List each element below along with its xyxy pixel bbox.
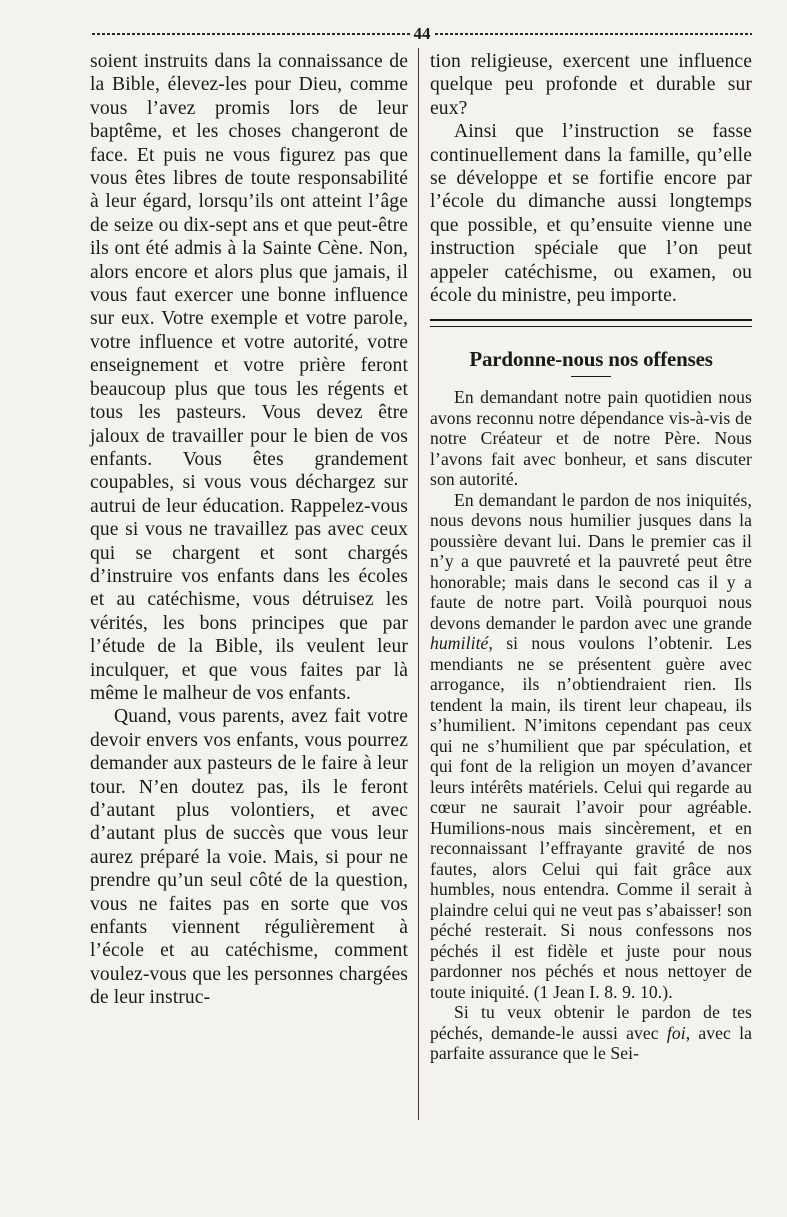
- title-underline: [571, 376, 611, 377]
- section-title: Pardonne-nous nos offenses: [469, 347, 713, 372]
- column-divider: [418, 48, 419, 1120]
- header-rule-left: [92, 31, 410, 37]
- section-paragraph-2-emphasis: humilité: [430, 633, 489, 654]
- left-paragraph-1: soient instruits dans la connaissance de la Bible, élevez-les pour Dieu, comme vous l’avez promis lors de leur baptême, et les choses changeront de face. Et puis ne vous figurez pas que vous êtes libres de toute responsabilité à leur égard, lorsqu’ils ont atteint l’âge de seize ou dix-sept ans et que peut-être ils ont été admis à la Sainte Cène. Non, alors encore et alors plus que jamais, il vous faut exercer une bonne influence sur eux. Votre exemple et votre parole, votre influence et votre autorité, votre enseignement et votre prière feront beaucoup plus que tous les régents et tous les pasteurs. Vous devez être jaloux de travailler pour le bien de vos enfants. Vous êtes grandement coupables, si vous vous déchargez sur autrui de leur éducation. Rappelez-vous que si vous ne travaillez pas avec ceux qui se chargent et sont chargés d’instruire vos enfants dans les écoles et au catéchisme, vous détruisez les vérités, les bons principes que par l’étude de la Bible, ils veulent leur inculquer, et que vous faites par là même le malheur de vos enfants.: [90, 51, 408, 704]
- page-number: 44: [413, 24, 431, 43]
- section-separator: [430, 319, 752, 327]
- header-rule-right: [435, 31, 753, 37]
- right-paragraph-1: tion religieuse, exercent une influence quelque peu profonde et durable sur eux?: [430, 51, 752, 119]
- section-paragraph-2-part-a: En demandant le pardon de nos iniquités, nous devons nous humilier jusques dans la poussière devant lui. Dans le premier cas il n’y a que pauvreté et la pauvreté peut être honorable; mais dans le second cas il y a faute de notre part. Voilà pourquoi nous devons demander le pardon avec une grande: [430, 489, 752, 633]
- right-column: [430, 50, 752, 1064]
- section-paragraph-1: En demandant notre pain quotidien nous avons reconnu notre dépendance vis-à-vis de notre Créateur et de notre Père. Nous l’avons fait avec bonheur, et sans discuter son autorité.: [430, 387, 752, 490]
- section-paragraph-2: [430, 490, 752, 1003]
- section-paragraph-3: [430, 1002, 752, 1064]
- left-column: [90, 50, 408, 1010]
- page-header: [92, 22, 752, 46]
- section-paragraph-2-part-b: , si nous voulons l’obtenir. Les mendiants ne se présentent guère avec arrogance, ils n’obtiendraient rien. Ils tendent la main, ils tirent leur chapeau, ils s’humilient. N’imitons cependant pas ceux qui ne s’humilient que par spéculation, et qui font de la religion un moyen d’avancer leurs intérêts matériels. Celui qui regarde au cœur ne saurait l’avoir pour agréable. Humilions-nous mais sincèrement, et en reconnaissant l’effrayante gravité de nos fautes, alors Celui qui fait grâce aux humbles, nous entendra. Comme il serait à plaindre celui qui ne veut pas s’abaisser! son péché resterait. Si nous confessons nos péchés il est fidèle et juste pour nous pardonner nos péchés et nous nettoyer de toute iniquité. (1 Jean I. 8. 9. 10.).: [430, 633, 752, 1002]
- left-paragraph-2: Quand, vous parents, avez fait votre devoir envers vos enfants, vous pourrez demander aux pasteurs de le faire à leur tour. N’en doutez pas, ils le feront d’autant plus volontiers, et avec d’autant plus de succès que vous leur aurez préparé la voie. Mais, si pour ne prendre qu’un seul côté de la question, vous ne faites pas en sorte que vos enfants viennent régulièrement à l’école et au catéchisme, comment voulez-vous que les personnes chargées de leur instruc-: [90, 706, 408, 1009]
- section-paragraph-3-part-b: , avec la parfaite assurance que le Sei-: [430, 1022, 752, 1064]
- right-paragraph-2: Ainsi que l’instruction se fasse continuellement dans la famille, qu’elle se développe et se fortifie encore par l’école du dimanche aussi longtemps que possible, et qu’ensuite vienne une instruction spéciale que l’on peut appeler catéchisme, ou examen, ou école du ministre, peu importe.: [430, 121, 752, 307]
- section-paragraph-3-emphasis: foi: [666, 1022, 686, 1043]
- section-paragraph-3-part-a: Si tu veux obtenir le pardon de tes péchés, demande-le aussi avec: [430, 1002, 752, 1043]
